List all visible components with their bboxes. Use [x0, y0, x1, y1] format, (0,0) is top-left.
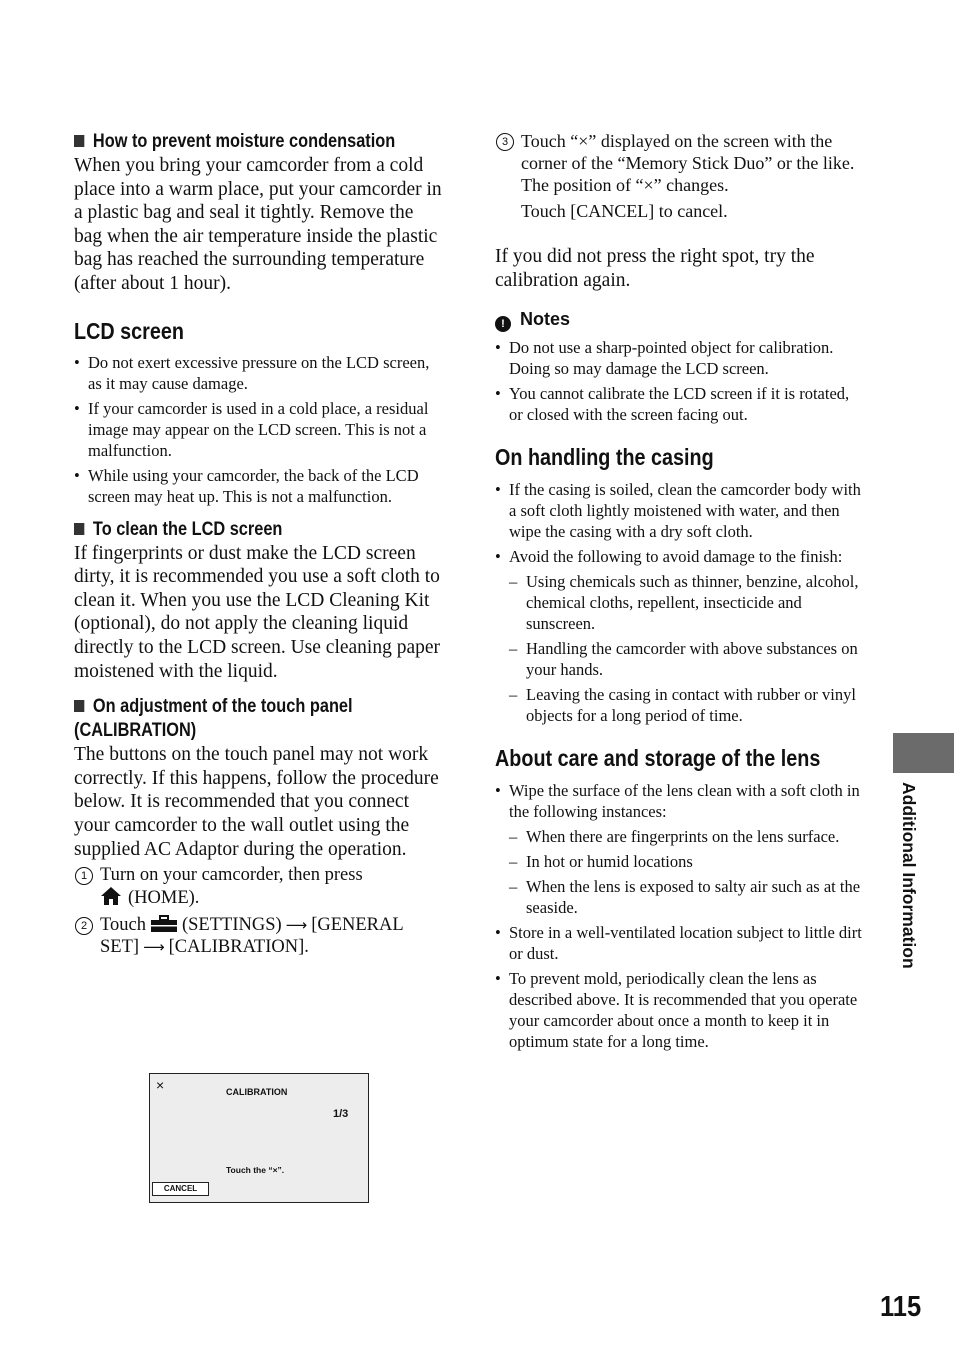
toolbox-icon	[150, 915, 178, 933]
left-column	[74, 130, 442, 958]
screen-instruction: Touch the “×”.	[226, 1165, 285, 1175]
page-number: 115	[880, 1291, 922, 1323]
calibration-screen	[149, 1073, 369, 1203]
calibration-heading: On adjustment of the touch panel (CALIBRATION)	[74, 696, 353, 742]
casing-dash-list	[509, 571, 865, 726]
casing-bullets	[495, 479, 865, 726]
warning-icon: !	[495, 316, 511, 332]
list-item: – Using chemicals such as thinner, benzine, alcohol, chemical cloths, repellent, insecticide and sunscreen.	[509, 571, 865, 634]
casing-heading: On handling the casing	[495, 444, 714, 471]
step-1: 1 Turn on your camcorder, then press (HOME).	[74, 864, 442, 909]
moisture-heading: How to prevent moisture condensation	[74, 130, 390, 154]
list-item: • Do not use a sharp-pointed object for calibration. Doing so may damage the LCD screen.	[495, 337, 865, 379]
right-column	[495, 130, 865, 1056]
list-item: – Leaving the casing in contact with rubber or vinyl objects for a long period of time.	[509, 684, 865, 726]
moisture-body: When you bring your camcorder from a cold place into a warm place, put your camcorder in a plastic bag and seal it tightly. Remove the bag when the air temperature inside the plastic bag has reached the surrounding temperature (after about 1 hour).	[74, 155, 442, 294]
step-3-cancel: Touch [CANCEL] to cancel.	[521, 201, 728, 221]
lcd-heading: LCD screen	[74, 317, 184, 344]
page-indicator: 1/3	[333, 1108, 349, 1120]
square-bullet-icon	[74, 523, 84, 535]
step-number: 3	[496, 133, 514, 151]
lens-bullets	[495, 780, 865, 1052]
notes-bullets	[495, 337, 865, 425]
section-tab	[893, 733, 954, 773]
square-bullet-icon	[74, 135, 84, 147]
list-item: • Do not exert excessive pressure on the LCD screen, as it may cause damage.	[74, 352, 442, 394]
list-item: • If your camcorder is used in a cold place, a residual image may appear on the LCD screen. This is not a malfunction.	[74, 398, 442, 461]
list-item: – When the lens is exposed to salty air such as at the seaside.	[509, 876, 865, 918]
close-icon[interactable]: ×	[156, 1077, 165, 1093]
square-bullet-icon	[74, 700, 84, 712]
step-2: 2 Touch (SETTINGS) ⟶ [GENERAL SET] ⟶ [CALIBRATION].	[74, 914, 442, 958]
side-label: Additional Information	[899, 782, 919, 969]
list-item: • While using your camcorder, the back of the LCD screen may heat up. This is not a malfunction.	[74, 465, 442, 507]
notes-heading: ! Notes	[495, 308, 865, 332]
arrow-right-icon: ⟶	[143, 938, 165, 957]
lens-heading: About care and storage of the lens	[495, 745, 821, 772]
list-item: • Avoid the following to avoid damage to the finish: – Using chemicals such as thinner, benzine, alcohol, chemical cloths, repellent, insecticide and sunscreen. – Handling the camcorder with above substances on your hands. – Leaving the casing in contact with rubber or vinyl objects for a long period of time.	[495, 546, 865, 726]
list-item: – When there are fingerprints on the lens surface.	[509, 826, 865, 847]
home-icon	[100, 886, 122, 906]
step-number: 2	[75, 917, 93, 935]
list-item: – Handling the camcorder with above substances on your hands.	[509, 638, 865, 680]
list-item: • Wipe the surface of the lens clean with a soft cloth in the following instances: – When there are fingerprints on the lens surface. – In hot or humid locations – When the lens is exposed to salty air such as at the seaside.	[495, 780, 865, 918]
list-item: – In hot or humid locations	[509, 851, 865, 872]
list-item: • You cannot calibrate the LCD screen if it is rotated, or closed with the screen facing out.	[495, 383, 865, 425]
cancel-button[interactable]: CANCEL	[152, 1182, 209, 1196]
step-number: 1	[75, 867, 93, 885]
lens-dash-list	[509, 826, 865, 918]
screen-title: CALIBRATION	[226, 1087, 288, 1097]
calibration-body: The buttons on the touch panel may not work correctly. If this happens, follow the procedure below. It is recommended that you connect your camcorder to the wall outlet using the supplied AC Adaptor during the operation.	[74, 744, 439, 860]
clean-heading: To clean the LCD screen	[74, 518, 390, 542]
clean-body: If fingerprints or dust make the LCD screen dirty, it is recommended you use a soft cloth to clean it. When you use the LCD Cleaning Kit (optional), do not apply the cleaning liquid directly to the LCD screen. Use cleaning paper moistened with the liquid.	[74, 542, 441, 682]
list-item: • To prevent mold, periodically clean the lens as described above. It is recommended that you operate your camcorder about once a month to keep it in optimum state for a long time.	[495, 968, 865, 1052]
list-item: • Store in a well-ventilated location subject to little dirt or dust.	[495, 922, 865, 964]
lcd-bullets	[74, 352, 442, 507]
retry-text: If you did not press the right spot, try the calibration again.	[495, 246, 815, 291]
step-3: 3 Touch “×” displayed on the screen with the corner of the “Memory Stick Duo” or the like. The position of “×” changes.	[495, 130, 865, 196]
arrow-right-icon: ⟶	[285, 916, 308, 935]
list-item: • If the casing is soiled, clean the camcorder body with a soft cloth lightly moistened with water, and then wipe the casing with a dry soft cloth.	[495, 479, 865, 542]
